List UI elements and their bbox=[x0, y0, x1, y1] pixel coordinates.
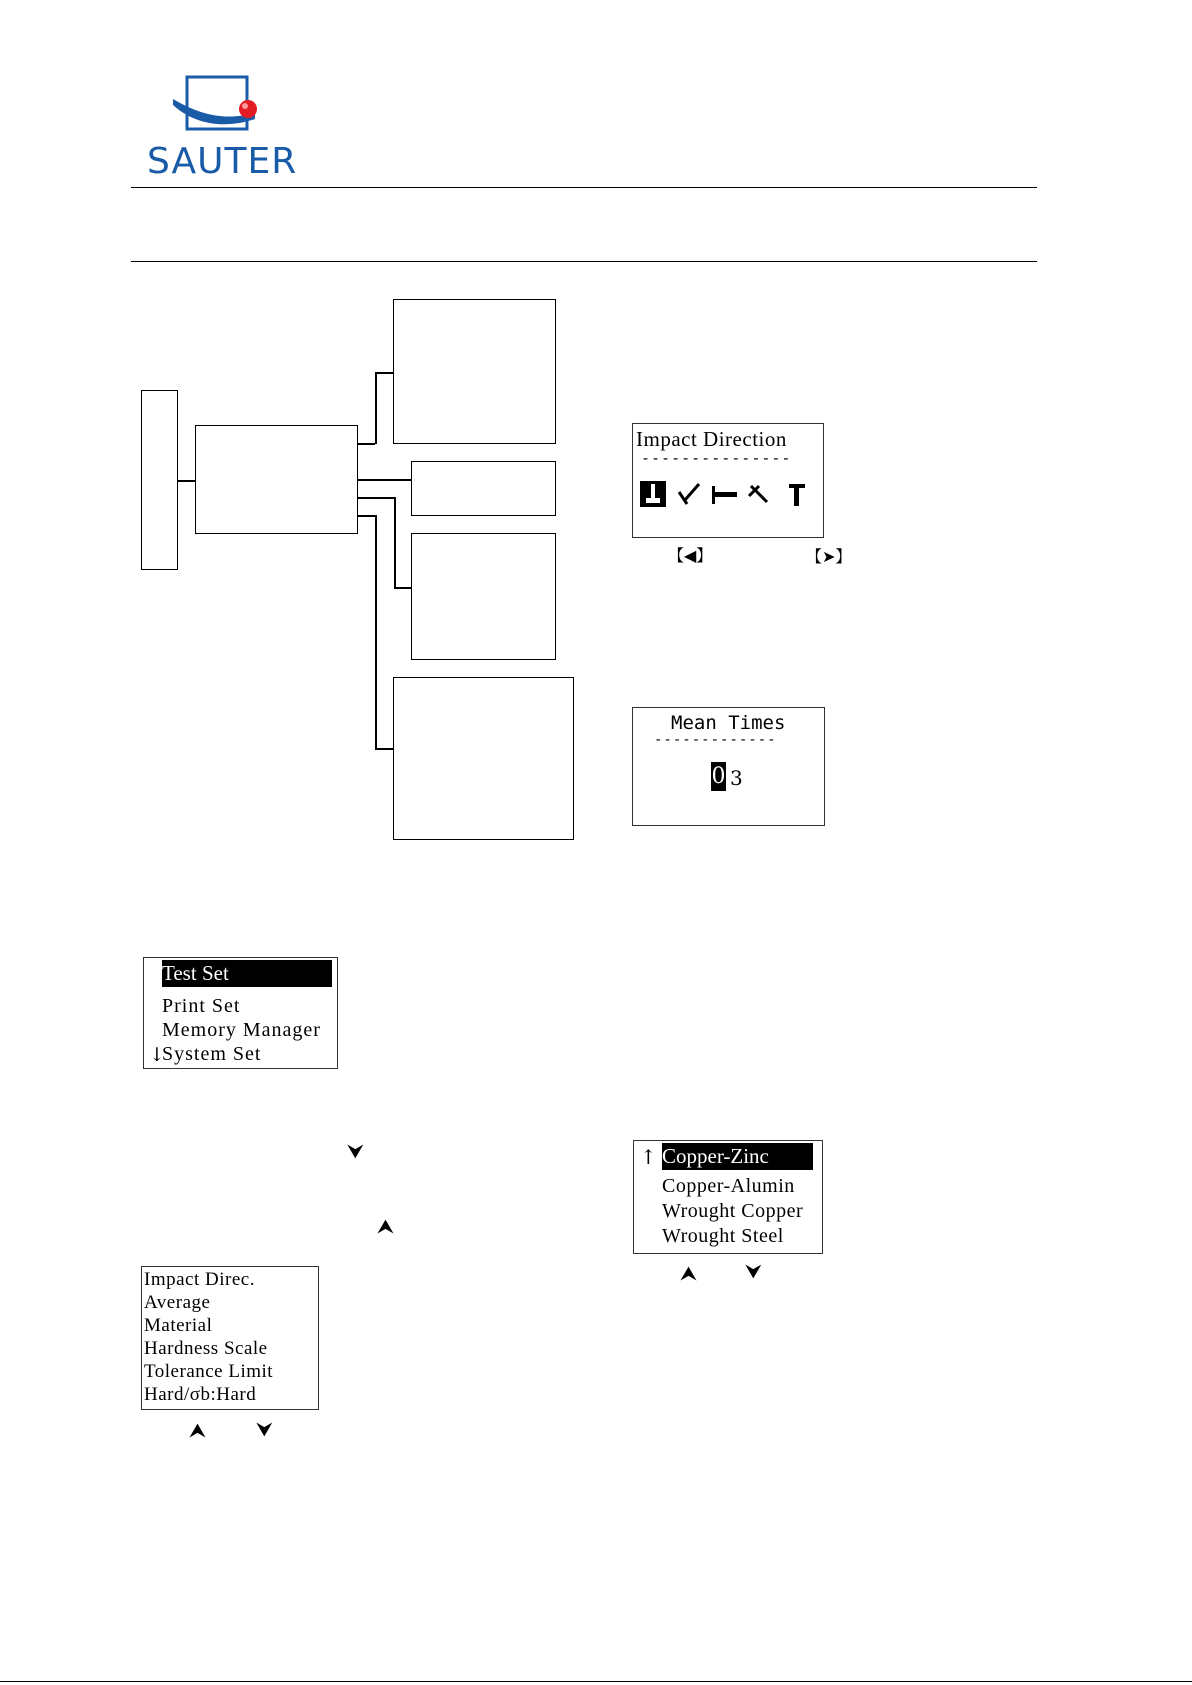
material-item-copper-alumin[interactable]: Copper-Alumin bbox=[662, 1175, 795, 1197]
screen-divider: ------------- bbox=[654, 732, 777, 748]
up-arrow-icon: ⮝ bbox=[680, 1261, 697, 1285]
tree-level2-box-4 bbox=[393, 677, 574, 840]
tree-connector bbox=[375, 748, 394, 750]
down-arrow-icon: ⮟ bbox=[256, 1417, 273, 1441]
menu-item-memory-manager[interactable]: Memory Manager bbox=[162, 1019, 321, 1041]
menu-item-test-set[interactable]: Test Set bbox=[162, 960, 332, 987]
screen-title: Mean Times bbox=[671, 712, 786, 734]
logo-mark-icon bbox=[145, 75, 305, 145]
tree-root-box bbox=[141, 390, 178, 570]
tree-connector bbox=[358, 479, 411, 481]
menu-item-material[interactable]: Material bbox=[144, 1315, 213, 1336]
probe-up-left-icon[interactable] bbox=[749, 486, 767, 502]
scroll-up-icon: ↑ bbox=[640, 1145, 657, 1169]
menu-item-impact-direc[interactable]: Impact Direc. bbox=[144, 1269, 255, 1290]
menu-item-average[interactable]: Average bbox=[144, 1292, 211, 1313]
material-item-wrought-steel[interactable]: Wrought Steel bbox=[662, 1225, 784, 1247]
tree-connector bbox=[178, 480, 195, 482]
probe-down-icon[interactable] bbox=[640, 481, 666, 507]
screen-divider: --------------- bbox=[641, 449, 792, 467]
footer-rule bbox=[0, 1681, 1192, 1682]
probe-down-left-icon[interactable] bbox=[679, 484, 699, 504]
tree-level1-box bbox=[195, 425, 358, 534]
down-arrow-icon: ⮟ bbox=[745, 1259, 762, 1283]
impact-direction-screen bbox=[632, 423, 824, 538]
right-key-hint: 【➤】 bbox=[806, 547, 852, 566]
probe-up-icon[interactable] bbox=[789, 484, 805, 506]
tree-connector bbox=[358, 497, 395, 499]
tree-connector bbox=[394, 497, 396, 588]
material-item-copper-zinc[interactable]: Copper-Zinc bbox=[662, 1143, 813, 1170]
direction-icon-row bbox=[639, 480, 819, 510]
test-set-screen bbox=[141, 1266, 319, 1410]
probe-horizontal-icon[interactable] bbox=[712, 486, 737, 504]
tree-connector bbox=[394, 587, 411, 589]
tree-connector bbox=[358, 443, 375, 445]
menu-item-print-set[interactable]: Print Set bbox=[162, 995, 241, 1017]
tree-level2-box-1 bbox=[393, 299, 556, 444]
up-arrow-icon: ⮝ bbox=[189, 1418, 206, 1442]
tree-connector bbox=[375, 372, 377, 444]
menu-item-system-set[interactable]: System Set bbox=[162, 1043, 262, 1065]
menu-item-hardness-scale[interactable]: Hardness Scale bbox=[144, 1338, 268, 1359]
down-arrow-icon: ⮟ bbox=[347, 1139, 364, 1163]
tree-level2-box-2 bbox=[411, 461, 556, 516]
menu-item-tolerance-limit[interactable]: Tolerance Limit bbox=[144, 1361, 274, 1382]
menu-item-hard-sigma[interactable]: Hard/σb:Hard bbox=[144, 1384, 257, 1405]
main-menu-screen bbox=[143, 957, 338, 1069]
material-screen bbox=[633, 1140, 823, 1254]
mean-times-digit-ones[interactable]: 3 bbox=[730, 766, 743, 790]
left-key-hint: 【◀】 bbox=[668, 546, 713, 565]
tree-connector bbox=[375, 515, 377, 749]
brand-name: SAUTER bbox=[147, 141, 298, 182]
header-rule-bottom bbox=[131, 261, 1037, 262]
tree-connector bbox=[358, 515, 376, 517]
up-arrow-icon: ⮝ bbox=[377, 1214, 394, 1238]
screen-title: Impact Direction bbox=[636, 427, 787, 451]
scroll-down-icon: ↓ bbox=[149, 1044, 165, 1066]
mean-times-digit-tens[interactable]: 0 bbox=[711, 764, 726, 789]
tree-connector bbox=[375, 372, 394, 374]
header-rule-top bbox=[131, 187, 1037, 188]
mean-times-screen bbox=[632, 707, 825, 826]
material-item-wrought-copper[interactable]: Wrought Copper bbox=[662, 1200, 804, 1222]
tree-level2-box-3 bbox=[411, 533, 556, 660]
sauter-logo bbox=[145, 75, 305, 180]
